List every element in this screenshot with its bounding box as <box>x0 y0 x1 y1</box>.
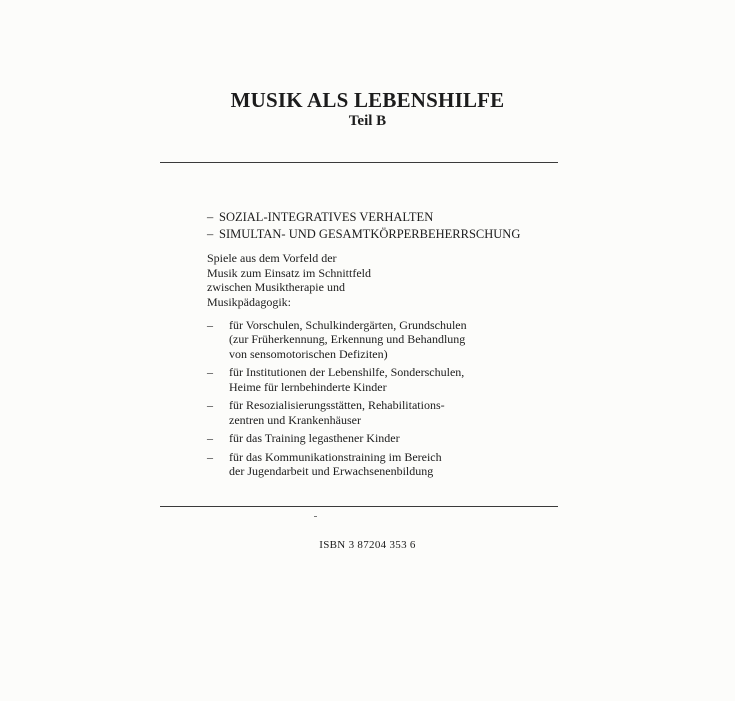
use-case-line: zentren und Krankenhäuser <box>229 412 361 427</box>
use-case-text <box>229 431 400 445</box>
dash-bullet: – <box>207 431 213 446</box>
use-case-text <box>229 318 467 361</box>
use-case-item <box>207 431 467 445</box>
topic-item <box>207 226 520 243</box>
use-case-line: der Jugendarbeit und Erwachsenenbildung <box>229 464 434 479</box>
print-speck <box>314 516 317 517</box>
dash-bullet: – <box>207 365 213 380</box>
use-case-line: für das Training legasthener Kinder <box>229 431 400 446</box>
topic-text: SOZIAL-INTEGRATIVES VERHALTEN <box>219 210 434 224</box>
topic-list <box>207 209 520 243</box>
use-case-line: für das Kommunikationstraining im Bereich <box>229 449 442 464</box>
intro-line: Musik zum Einsatz im Schnittfeld <box>207 265 371 280</box>
intro-line: Spiele aus dem Vorfeld der <box>207 251 337 265</box>
use-case-text <box>229 398 445 427</box>
use-case-line: für Resozialisierungsstätten, Rehabilitations- <box>229 398 445 413</box>
dash-bullet: – <box>207 318 213 332</box>
dash-bullet: – <box>207 210 214 224</box>
use-case-item <box>207 318 467 361</box>
intro-paragraph <box>207 251 507 309</box>
use-case-line: Heime für lernbehinderte Kinder <box>229 379 387 394</box>
bottom-divider <box>160 506 558 507</box>
dash-bullet: – <box>207 398 213 413</box>
isbn-number: ISBN 3 87204 353 6 <box>319 539 416 551</box>
use-case-list <box>207 318 467 483</box>
page-subtitle: Teil B <box>348 113 387 129</box>
use-case-text <box>229 365 464 394</box>
page-title: MUSIK ALS LEBENSHILFE <box>230 88 505 112</box>
use-case-text <box>229 450 442 479</box>
intro-line: Musikpädagogik: <box>207 294 291 309</box>
use-case-line: von sensomotorischen Defiziten) <box>229 346 388 361</box>
intro-line: zwischen Musiktherapie und <box>207 280 345 294</box>
use-case-line: für Institutionen der Lebenshilfe, Sonderschulen, <box>229 365 465 380</box>
use-case-line: für Vorschulen, Schulkindergärten, Grundschulen <box>229 318 467 332</box>
use-case-item <box>207 398 467 427</box>
dash-bullet: – <box>207 449 213 464</box>
topic-text: SIMULTAN- UND GESAMTKÖRPERBEHERRSCHUNG <box>219 227 521 241</box>
dash-bullet: – <box>207 227 214 241</box>
use-case-item <box>207 365 467 394</box>
use-case-item <box>207 450 467 479</box>
top-divider <box>160 162 558 163</box>
topic-item <box>207 209 520 226</box>
use-case-line: (zur Früherkennung, Erkennung und Behandlung <box>229 332 466 347</box>
